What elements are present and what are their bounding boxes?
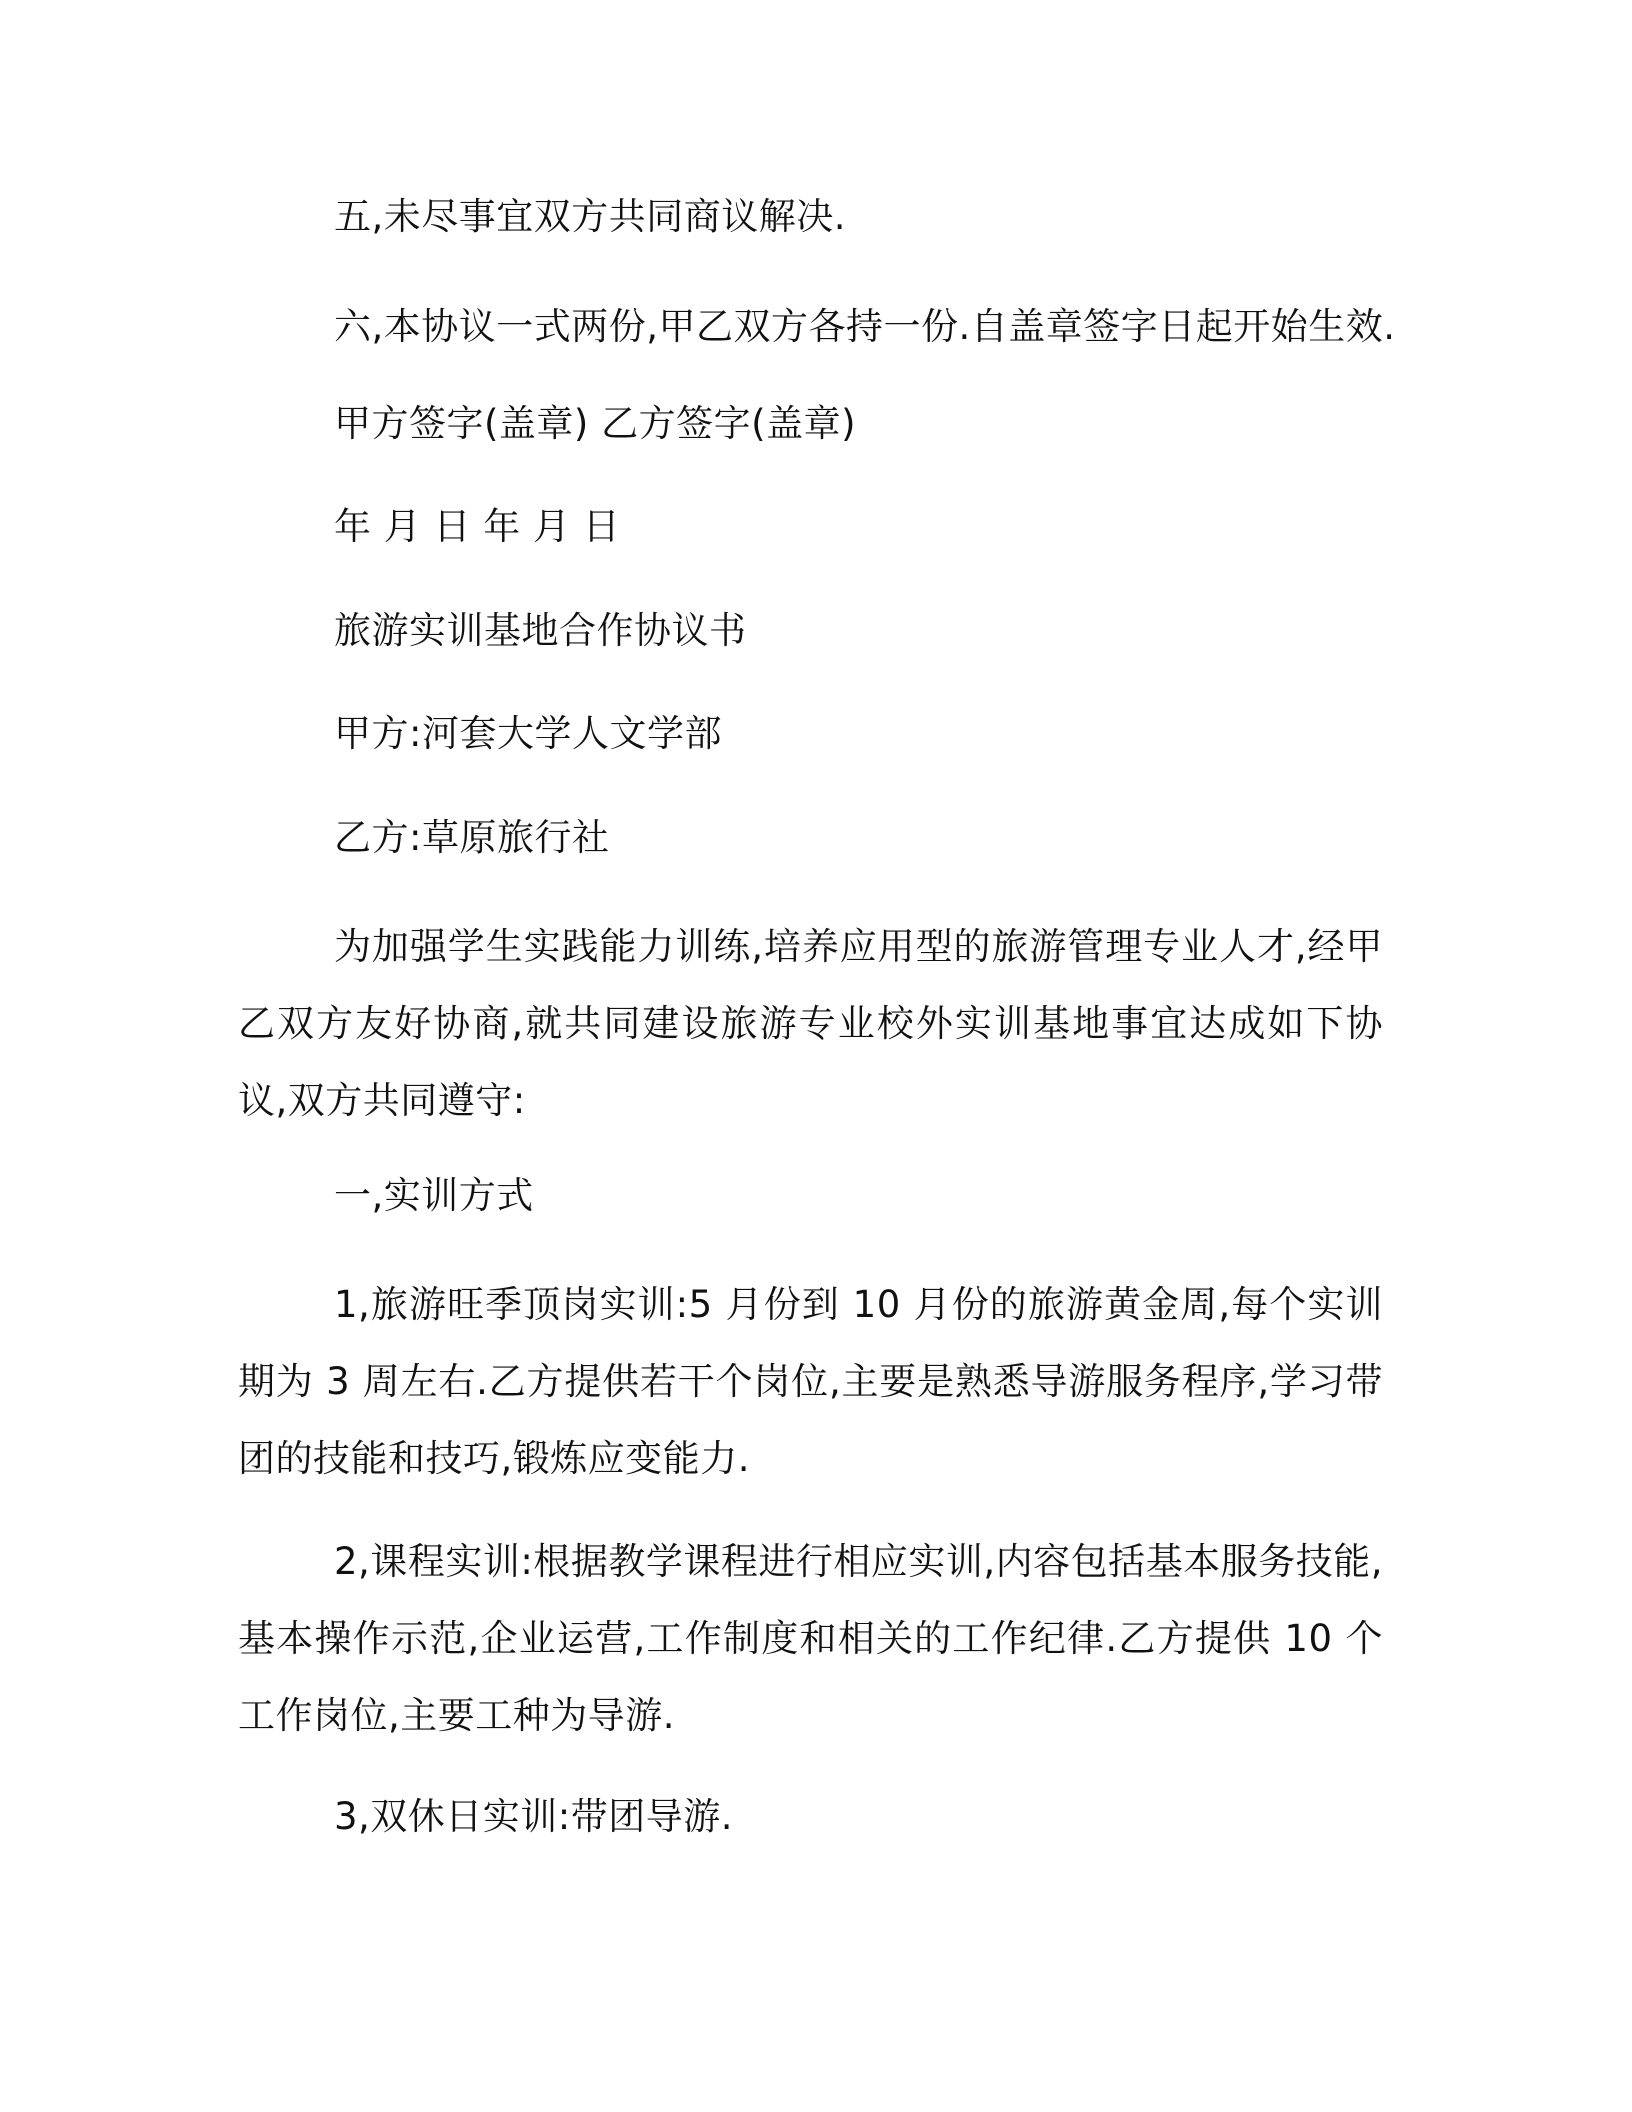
item-1-paragraph: 1,旅游旺季顶岗实训:5 月份到 10 月份的旅游黄金周,每个实训期为 3 周左右.乙方提供若干个岗位,主要是熟悉导游服务程序,学习带团的技能和技巧,锻炼应变能力.	[238, 1283, 1383, 1480]
intro-paragraph: 为加强学生实践能力训练,培养应用型的旅游管理专业人才,经甲乙双方友好协商,就共同建设旅游专业校外实训基地事宜达成如下协议,双方共同遵守:	[238, 925, 1383, 1122]
party-b: 乙方:草原旅行社	[334, 816, 610, 859]
signature-line: 甲方签字(盖章) 乙方签字(盖章)	[334, 402, 857, 445]
clause-five: 五,未尽事宜双方共同商议解决.	[334, 195, 847, 238]
item-3-paragraph: 3,双休日实训:带团导游.	[334, 1795, 734, 1838]
clause-six: 六,本协议一式两份,甲乙双方各持一份.自盖章签字日起开始生效.	[334, 305, 1396, 348]
item-2-paragraph: 2,课程实训:根据教学课程进行相应实训,内容包括基本服务技能,基本操作示范,企业运营,工作制度和相关的工作纪律.乙方提供 10 个工作岗位,主要工种为导游.	[238, 1540, 1383, 1737]
section-heading: 一,实训方式	[334, 1174, 534, 1217]
date-line: 年 月 日 年 月 日	[334, 505, 621, 548]
document-title: 旅游实训基地合作协议书	[334, 609, 747, 652]
party-a: 甲方:河套大学人文学部	[334, 712, 722, 755]
